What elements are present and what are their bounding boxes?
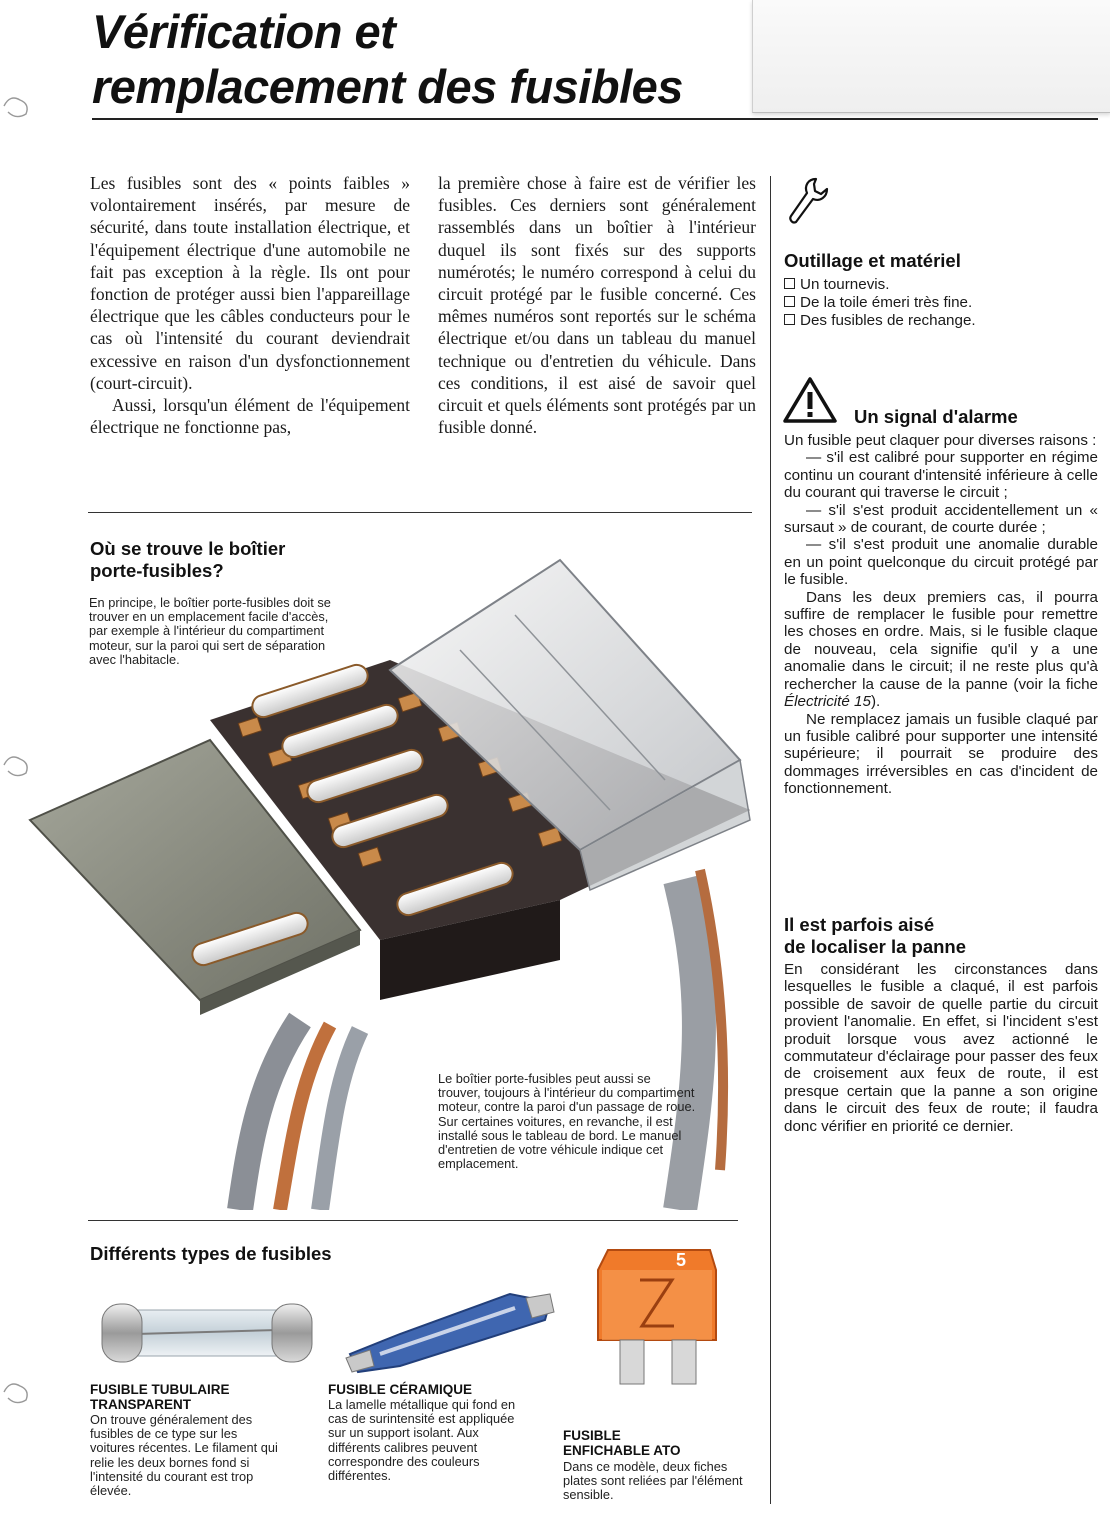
tool-item-label: De la toile émeri très fine. [800, 294, 973, 311]
alarm-paragraph [784, 589, 1098, 711]
tubular-fuse-image [96, 1296, 318, 1374]
section-divider [88, 512, 752, 513]
reference-link: Électricité 15 [784, 693, 871, 711]
ceramic-fuse-image [340, 1284, 560, 1376]
tools-heading: Outillage et matériel [784, 250, 961, 271]
localize-text: En considérant les circonstances dans lesquelles le fusible a claqué, il est parfois possible de savoir de quelle partie du circuit provient l'anomalie. En effet, si l'incident s'est produit lorsque vous avez actionné le commutateur d'éclairage pour passer des feux de croisement aux feux de route, il est presque certain que la panne a son origine dans le circuit des feux de route; il faudra donc vérifier en priorité ce dernier. [784, 961, 1098, 1135]
intro-paragraph: la première chose à faire est de vérifier les fusibles. Ces derniers sont généralement rassemblés dans un boîtier à l'intérieur duquel ils sont fixés sur des supports numérotés; le numéro correspond à celui du circuit protégé par le fusible concerné. Ces mêmes numéros sont reportés sur le schéma électrique et/ou dans un tableau du manuel technique ou d'entretien du véhicule. Dans ces conditions, il est aisé de savoir quel circuit et quels éléments sont protégés par un fusible donné. [438, 173, 756, 438]
ato-fuse-title [563, 1428, 681, 1458]
tools-list [784, 276, 976, 330]
intro-column-1 [90, 172, 410, 438]
alarm-heading: Un signal d'alarme [854, 406, 1018, 427]
tool-item-label: Des fusibles de rechange. [800, 312, 976, 329]
alarm-paragraph-start: Dans les deux premiers cas, il pourra suffire de remplacer le fusible pour remettre les choses en ordre. Mais, si le fusible claque de nouveau, cela signifie qu'il y a une anomalie dans le circuit; il ne reste plus qu'à rechercher la cause de la panne (voir la fiche [784, 588, 1098, 693]
page-title-line-2: remplacement des fusibles [92, 60, 683, 113]
punch-hole-mark [0, 86, 40, 126]
warning-triangle-icon [782, 376, 838, 424]
localize-heading [784, 914, 966, 958]
fuse-box-heading-line-2: porte-fusibles? [90, 560, 224, 581]
corner-tab [752, 0, 1110, 113]
alarm-bullet: — s'il est calibré pour supporter en régime continu un courant d'intensité inférieure à celle du courant qui traverse le circuit ; [784, 449, 1098, 502]
wrench-icon [786, 176, 830, 228]
fuse-box-heading-line-1: Où se trouve le boîtier [90, 538, 286, 559]
list-item [784, 276, 976, 294]
tubular-fuse-title-line-2: TRANSPARENT [90, 1397, 191, 1412]
ato-fuse-title-line-1: FUSIBLE [563, 1428, 621, 1443]
alarm-paragraph-end: ). [870, 693, 881, 711]
localize-heading-line-2: de localiser la panne [784, 936, 966, 957]
checkbox-icon [784, 314, 795, 325]
alarm-bullet: — s'il s'est produit une anomalie durable en un point quelconque du circuit protégé par le fusible. [784, 536, 1098, 589]
ato-fuse-text: Dans ce modèle, deux fiches plates sont reliées par l'élément sensible. [563, 1459, 743, 1503]
ceramic-fuse-text: La lamelle métallique qui fond en cas de surintensité est appliquée sur un support isolant. Aux différents calibres peuvent correspondre des couleurs différentes. [328, 1397, 516, 1484]
checkbox-icon [784, 278, 795, 289]
alarm-text [784, 432, 1098, 798]
localize-heading-line-1: Il est parfois aisé [784, 914, 935, 935]
alarm-paragraph: Ne remplacez jamais un fusible claqué par un fusible calibré pour supporter une intensité supérieure; il pourrait se produire des dommages irréversibles en cas d'incident de fonctionnement. [784, 710, 1098, 798]
fuse-box-caption-2: Le boîtier porte-fusibles peut aussi se trouver, toujours à l'intérieur du compartiment moteur, contre la paroi d'un passage de roue. Sur certaines voitures, en revanche, il est installé sous le tableau de bord. Le manuel d'entretien de votre véhicule indique cet emplacement. [438, 1071, 696, 1172]
fuse-types-heading: Différents types de fusibles [90, 1243, 332, 1264]
page-title [92, 4, 683, 114]
column-divider [770, 176, 771, 1504]
page-title-line-1: Vérification et [92, 5, 396, 58]
ato-fuse-title-line-2: ENFICHABLE ATO [563, 1443, 681, 1458]
intro-paragraph: Aussi, lorsqu'un élément de l'équipement électrique ne fonctionne pas, [90, 395, 410, 438]
list-item [784, 312, 976, 330]
ceramic-fuse-title: FUSIBLE CÉRAMIQUE [328, 1382, 473, 1397]
ato-blade-fuse-image [592, 1240, 722, 1392]
list-item [784, 294, 976, 312]
alarm-intro: Un fusible peut claquer pour diverses raisons : [784, 432, 1097, 449]
tubular-fuse-text: On trouve généralement des fusibles de ce type sur les voitures récentes. Le filament qui relie les deux bornes fond si l'intensité du courant est trop élevée. [90, 1412, 278, 1499]
checkbox-icon [784, 296, 795, 307]
fuse-box-caption-1: En principe, le boîtier porte-fusibles doit se trouver en un emplacement facile d'accès, par exemple à l'intérieur du compartiment moteur, sur la paroi qui sert de séparation avec l'habitacle. [89, 595, 331, 667]
intro-paragraph: Les fusibles sont des « points faibles » volontairement insérés, par mesure de sécurité, dans toute installation électrique, et l'équipement électrique d'une automobile ne fait pas exception à la règle. Ils ont pour fonction de protéger aussi bien l'appareillage électrique que les câbles conducteurs pour le cas où l'intensité du courant deviendrait excessive en raison d'un dysfonctionnement (court-circuit). [90, 173, 410, 393]
tubular-fuse-title [90, 1382, 230, 1412]
punch-hole-mark [0, 1372, 40, 1412]
title-divider [92, 118, 1098, 120]
fuse-rating-label: 5 [676, 1250, 687, 1270]
tubular-fuse-title-line-1: FUSIBLE TUBULAIRE [90, 1382, 230, 1397]
tool-item-label: Un tournevis. [800, 276, 890, 293]
section-divider [88, 1220, 738, 1221]
fuse-box-heading [90, 538, 285, 582]
intro-column-2 [438, 172, 756, 438]
alarm-bullet: — s'il s'est produit accidentellement un « sursaut » de courant, de courte durée ; [784, 501, 1098, 537]
